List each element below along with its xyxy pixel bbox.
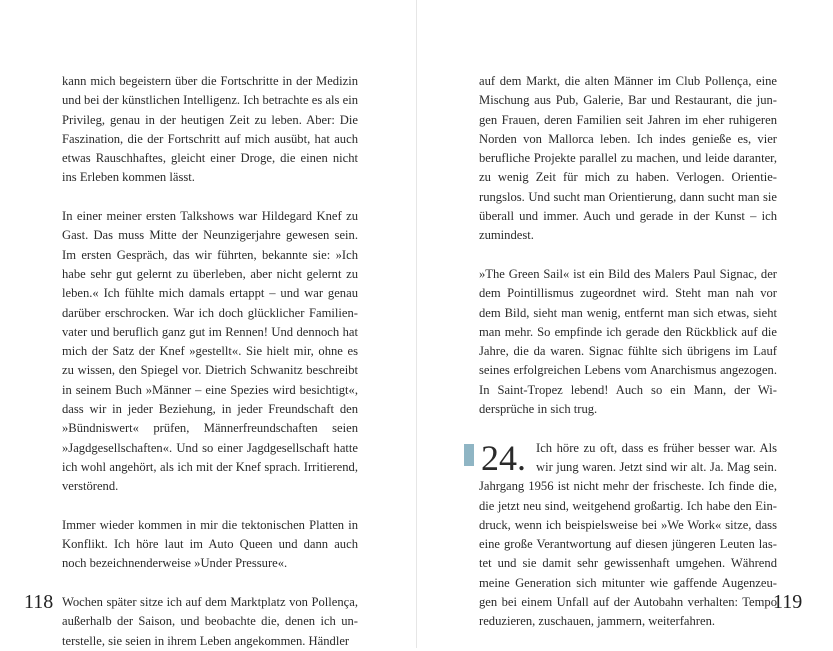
section-number: 24. [481,437,526,478]
section-24 [479,439,777,632]
left-paragraph-1: kann mich begeistern über die Fortschritte in der Medizin und bei der künstlichen Intelligenz. Ich betrachte es als ein Privileg, genau in der heutigen Zeit zu leben. Aber: Die Faszination, die der Fortschritt auf mich ausübt, hat auch etwas Rauschhaftes, gleicht einer Droge, die einen nicht ins Erleben kommen lässt. [62,74,358,185]
section-marker-bar [464,444,474,466]
left-page-body [62,72,358,651]
section-text: Ich höre zu oft, dass es früher besser war. Als wir jung waren. Jetzt sind wir alt. Ja. Mag sein. Jahrgang 1956 ist nicht mehr der frischeste. Ich finde die, die jetzt neu sind, weitgehend großartig. Ich habe den Eindruck, wenn ich beispielsweise bei »We Work« sitze, dass eine große Verantwortung auf diesen jüngeren Leuten lastet und sie damit sehr gewissenhaft umgehen. Während meine Generation sich mitunter wie gaffende Augenzeugen bei einem Unfall auf der Autobahn verhalten: Tempo reduzieren, zuschauen, jammern, weiterfahren. [479,440,777,629]
right-page [417,0,833,648]
left-paragraph-3: Immer wieder kommen in mir die tektonischen Platten in Konflikt. Ich höre laut im Auto Queen und dann auch noch bezeichnenderweise »Under Pressure«. [62,517,358,571]
right-page-body [479,72,777,632]
left-paragraph-4: Wochen später sitze ich auf dem Marktplatz von Pollença, außerhalb der Saison, und beobachte die, denen ich unterstelle, sie seien in ihrem Leben angekommen. Händler [62,595,358,648]
right-paragraph-1: auf dem Markt, die alten Männer im Club Pollença, eine Mischung aus Pub, Galerie, Bar und Restaurant, die jungen Frauen, deren Familien seit Jahren im eher ruhigeren Norden von Mallorca leben. Ich indes genieße es, vier berufliche Projekte parallel zu machen, und leide daranter, zu wenig Zeit für mich zu haben. Verlogen. Orientierungslos. Und sucht man Orientierung, dann sucht man sie überall und immer. Auch und gerade in der Kunst – ich zumindest. [479,74,777,243]
right-paragraph-2: »The Green Sail« ist ein Bild des Malers Paul Signac, der dem Pointillismus zugeordnet wird. Steht man nah vor dem Bild, sieht man wenig, entfernt man sich etwas, sieht man mehr. So empfinde ich gerade den Rückblick auf die Jahre, die da waren. Signac fühlte sich übrigens im Lauf seines erfolgreichen Lebens vom Anarchismus angezogen. In Saint-Tropez lebend! Auch so ein Mann, der Widersprüche in sich trug. [479,266,777,417]
left-page [0,0,416,648]
left-page-number: 118 [24,591,54,613]
left-paragraph-2: In einer meiner ersten Talkshows war Hildegard Knef zu Gast. Das muss Mitte der Neunzigerjahre gewesen sein. Im ersten Gespräch, das wir führten, bekannte sie: »Ich habe sehr gut gelernt zu überleben, aber nicht gelernt zu leben.« Ich fühlte mich damals ertappt – und war genau darüber erschrocken. War ich doch glücklicher Familienvater und beruflich ganz gut im Rennen! Und dennoch hat mich der Satz der Knef »gestellt«. Sie hielt mir, ohne es zu wissen, den Spiegel vor. Dietrich Schwanitz beschreibt in seinem Buch »Männer – eine Spezies wird besichtigt«, dass wir in jeder Beziehung, in jeder Freundschaft den »Bündniswert« prüfen, Männerfreundschaften seien »Jagdgesellschaften«. Und so einer Jagdgesellschaft hatte ich wohl angehört, als ich mit der Knef sprach. Irritierend, verstörend. [62,209,358,494]
right-page-number: 119 [773,591,803,613]
